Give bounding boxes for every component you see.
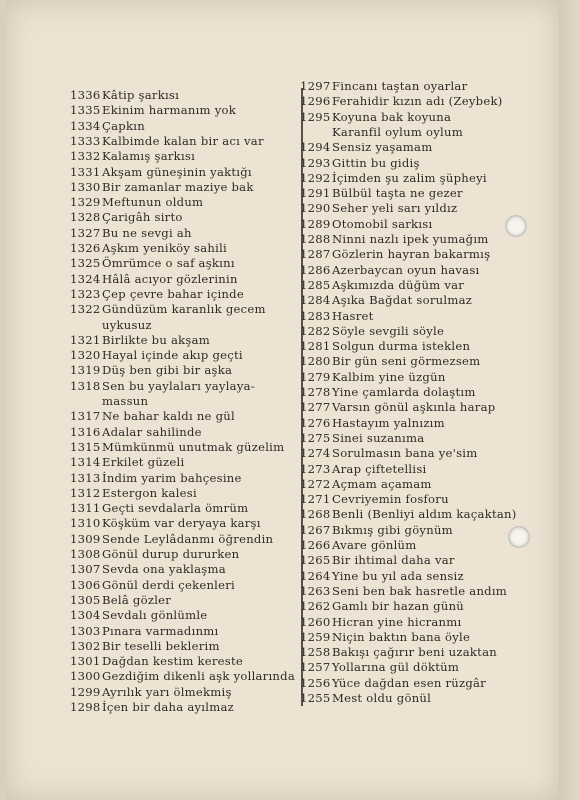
song-title: Mest oldu gönül bbox=[332, 691, 432, 705]
song-number: 1311 bbox=[70, 501, 101, 516]
song-number: 1313 bbox=[70, 470, 101, 485]
song-number: 1307 bbox=[70, 562, 101, 577]
song-number: 1303 bbox=[70, 623, 101, 638]
song-title: Köşküm var deryaya karşı bbox=[102, 516, 261, 531]
song-number: 1298 bbox=[70, 700, 101, 714]
song-entry bbox=[300, 630, 470, 644]
song-title: Bir gün seni görmezsem bbox=[332, 354, 481, 369]
song-entry bbox=[70, 669, 295, 683]
song-entry bbox=[70, 333, 210, 347]
song-entry bbox=[300, 462, 427, 476]
song-entry bbox=[70, 624, 219, 638]
song-number: 1296 bbox=[300, 94, 331, 109]
song-entry bbox=[300, 431, 424, 445]
song-entry bbox=[70, 455, 184, 469]
song-entry bbox=[70, 210, 183, 224]
song-number: 1285 bbox=[300, 277, 331, 292]
song-title: Solgun durma isteklen bbox=[332, 339, 471, 354]
song-entry bbox=[300, 278, 464, 292]
song-entry bbox=[70, 471, 242, 485]
song-number: 1297 bbox=[300, 79, 331, 93]
song-title: Hasret bbox=[332, 308, 374, 323]
song-title: Sorulmasın bana ye'sim bbox=[332, 446, 478, 461]
song-number: 1308 bbox=[70, 547, 101, 561]
song-title: Yollarına gül döktüm bbox=[332, 660, 460, 675]
song-title: Sinei suzanıma bbox=[332, 430, 425, 445]
song-title-continuation: Karanfil oylum oylum bbox=[332, 124, 463, 139]
song-entry bbox=[300, 140, 432, 154]
song-title: Ayrılık yarı ölmekmiş bbox=[102, 684, 232, 699]
song-title-continuation: uykusuz bbox=[102, 317, 152, 332]
song-number: 1329 bbox=[70, 195, 101, 210]
song-entry bbox=[300, 477, 432, 491]
song-title: Bir teselli beklerim bbox=[102, 638, 220, 653]
song-number: 1318 bbox=[70, 378, 101, 393]
punch-hole-lower bbox=[508, 526, 530, 548]
song-entry bbox=[70, 608, 207, 622]
song-entry bbox=[300, 553, 455, 567]
song-entry bbox=[300, 201, 457, 215]
song-title: Dağdan kestim kereste bbox=[102, 654, 244, 669]
song-title: Sevda ona yaklaşma bbox=[102, 562, 226, 577]
song-title: Sevdalı gönlümle bbox=[102, 608, 208, 623]
song-entry bbox=[300, 507, 517, 521]
song-entry bbox=[300, 400, 495, 414]
song-title: Adalar sahilinde bbox=[102, 424, 202, 439]
song-number: 1315 bbox=[70, 439, 101, 454]
song-number: 1334 bbox=[70, 118, 101, 133]
song-number: 1314 bbox=[70, 455, 101, 470]
song-title: Ömrümce o saf aşkını bbox=[102, 256, 235, 271]
song-number: 1291 bbox=[300, 186, 331, 201]
song-number: 1281 bbox=[300, 339, 331, 354]
song-number: 1286 bbox=[300, 262, 331, 277]
song-number: 1299 bbox=[70, 684, 101, 699]
song-entry bbox=[70, 302, 266, 316]
song-number: 1257 bbox=[300, 660, 331, 675]
song-entry bbox=[300, 324, 444, 338]
song-title: Gönül durup dururken bbox=[102, 547, 240, 561]
song-title: Yine bu yıl ada sensiz bbox=[332, 568, 464, 583]
song-number: 1293 bbox=[300, 155, 331, 170]
song-number: 1317 bbox=[70, 409, 101, 424]
song-title: Hicran yine hicranmı bbox=[332, 614, 462, 629]
song-entry bbox=[70, 379, 255, 393]
song-number: 1335 bbox=[70, 103, 101, 118]
song-title: Açmam açamam bbox=[332, 476, 432, 491]
song-title: Sende Leylâdanmı öğrendin bbox=[102, 531, 274, 546]
song-number: 1324 bbox=[70, 271, 101, 286]
song-entry bbox=[300, 94, 503, 108]
punch-hole-upper bbox=[505, 215, 527, 237]
song-title: Çep çevre bahar içinde bbox=[102, 286, 244, 301]
song-entry bbox=[70, 195, 203, 209]
song-number: 1325 bbox=[70, 256, 101, 271]
song-number: 1290 bbox=[300, 201, 331, 216]
song-entry bbox=[300, 171, 487, 185]
song-number: 1323 bbox=[70, 286, 101, 301]
song-title: Ninni nazlı ipek yumağım bbox=[332, 232, 489, 246]
song-number: 1310 bbox=[70, 516, 101, 531]
song-title: Hâlâ acıyor gözlerinin bbox=[102, 271, 238, 286]
song-title: Geçti sevdalarla ömrüm bbox=[102, 501, 249, 516]
song-title: Gözlerin hayran bakarmış bbox=[332, 247, 491, 262]
song-entry bbox=[300, 263, 479, 277]
song-entry bbox=[300, 584, 507, 598]
song-entry bbox=[70, 532, 273, 546]
song-number: 1277 bbox=[300, 400, 331, 415]
song-number: 1284 bbox=[300, 293, 331, 308]
song-number: 1295 bbox=[300, 109, 331, 124]
song-entry bbox=[70, 685, 232, 699]
song-title: Azerbaycan oyun havası bbox=[332, 262, 480, 277]
song-number: 1302 bbox=[70, 638, 101, 653]
song-title: Bakışı çağırır beni uzaktan bbox=[332, 645, 497, 660]
song-entry bbox=[70, 516, 261, 530]
song-title: Bülbül taşta ne gezer bbox=[332, 186, 463, 201]
song-title: Varsın gönül aşkınla harap bbox=[332, 400, 496, 415]
song-title: Gamlı bir hazan günü bbox=[332, 599, 464, 614]
song-title: Seni ben bak hasretle andım bbox=[332, 583, 508, 598]
song-number: 1274 bbox=[300, 446, 331, 461]
song-title: Gezdiğim dikenli aşk yollarında bbox=[102, 669, 295, 684]
song-number: 1287 bbox=[300, 247, 331, 262]
song-entry bbox=[70, 272, 238, 286]
song-entry bbox=[70, 562, 226, 576]
song-entry bbox=[300, 232, 489, 246]
song-number: 1306 bbox=[70, 577, 101, 592]
song-number: 1332 bbox=[70, 149, 101, 164]
song-number: 1330 bbox=[70, 179, 101, 194]
song-title: Yüce dağdan esen rüzgâr bbox=[332, 675, 486, 690]
song-title: Niçin baktın bana öyle bbox=[332, 629, 471, 644]
song-number: 1282 bbox=[300, 323, 331, 338]
song-title: Ferahidir kızın adı (Zeybek) bbox=[332, 94, 503, 109]
song-entry bbox=[300, 599, 464, 613]
song-entry bbox=[70, 363, 232, 377]
song-title: Bir ihtimal daha var bbox=[332, 553, 455, 568]
song-number: 1289 bbox=[300, 216, 331, 231]
song-number: 1263 bbox=[300, 583, 331, 598]
song-entry bbox=[70, 409, 235, 423]
song-number: 1305 bbox=[70, 592, 101, 607]
song-number: 1336 bbox=[70, 88, 101, 102]
song-title: Akşam güneşinin yaktığı bbox=[102, 164, 252, 179]
song-number: 1266 bbox=[300, 538, 331, 552]
song-number: 1316 bbox=[70, 424, 101, 439]
song-entry bbox=[70, 440, 284, 454]
song-entry bbox=[300, 293, 472, 307]
song-entry bbox=[300, 691, 431, 705]
song-title: Aşıka Bağdat sorulmaz bbox=[332, 293, 473, 308]
song-title: Ne bahar kaldı ne gül bbox=[102, 409, 235, 424]
song-entry bbox=[300, 660, 459, 674]
song-number: 1304 bbox=[70, 608, 101, 623]
song-title: Gönül derdi çekenleri bbox=[102, 577, 235, 592]
song-number: 1262 bbox=[300, 599, 331, 614]
song-title: Hastayım yalnızım bbox=[332, 415, 445, 430]
song-entry bbox=[70, 241, 227, 255]
song-number: 1271 bbox=[300, 492, 331, 507]
song-number: 1309 bbox=[70, 531, 101, 546]
song-entry bbox=[70, 287, 244, 301]
song-number: 1265 bbox=[300, 553, 331, 568]
song-title: Meftunun oldum bbox=[102, 195, 204, 210]
song-entry bbox=[300, 354, 480, 368]
song-title-continuation: massun bbox=[102, 394, 149, 408]
song-entry bbox=[300, 615, 461, 629]
song-title: Seher yeli sarı yıldız bbox=[332, 201, 458, 216]
song-entry bbox=[300, 446, 478, 460]
song-title: Birlikte bu akşam bbox=[102, 332, 211, 347]
song-title: Kâtip şarkısı bbox=[102, 88, 180, 102]
song-number: 1275 bbox=[300, 430, 331, 445]
song-title: Hayal içinde akıp geçti bbox=[102, 348, 243, 363]
song-title: Avare gönlüm bbox=[332, 538, 417, 552]
song-entry bbox=[70, 639, 220, 653]
song-title: Otomobil sarkısı bbox=[332, 216, 433, 231]
song-title: Gittin bu gidiş bbox=[332, 155, 420, 170]
song-title: Ekinim harmanım yok bbox=[102, 103, 237, 118]
song-title: Estergon kalesi bbox=[102, 485, 197, 500]
song-title: Aşkım yeniköy sahili bbox=[102, 241, 228, 255]
song-entry bbox=[300, 339, 470, 353]
song-entry bbox=[70, 700, 234, 714]
song-entry bbox=[70, 226, 192, 240]
song-entry bbox=[300, 385, 476, 399]
song-entry bbox=[70, 348, 243, 362]
song-title: Belâ gözler bbox=[102, 592, 172, 607]
song-title: İndim yarim bahçesine bbox=[102, 470, 242, 485]
song-entry bbox=[300, 416, 445, 430]
song-number: 1326 bbox=[70, 241, 101, 255]
song-number: 1276 bbox=[300, 415, 331, 430]
song-number: 1267 bbox=[300, 522, 331, 537]
song-number: 1268 bbox=[300, 507, 331, 522]
song-entry bbox=[300, 492, 449, 506]
song-entry bbox=[300, 110, 451, 124]
song-title: Kalamış şarkısı bbox=[102, 149, 196, 164]
song-title: Sensiz yaşamam bbox=[332, 140, 433, 155]
song-number: 1283 bbox=[300, 308, 331, 323]
song-number: 1259 bbox=[300, 629, 331, 644]
song-number: 1278 bbox=[300, 385, 331, 399]
song-title: Kalbimde kalan bir acı var bbox=[102, 133, 264, 148]
song-title: Benli (Benliyi aldım kaçaktan) bbox=[332, 507, 517, 522]
song-title: Fincanı taştan oyarlar bbox=[332, 79, 468, 93]
song-entry bbox=[70, 486, 197, 500]
page-edge bbox=[559, 0, 579, 800]
song-number: 1280 bbox=[300, 354, 331, 369]
song-number: 1258 bbox=[300, 645, 331, 660]
song-number: 1294 bbox=[300, 140, 331, 155]
song-number: 1255 bbox=[300, 691, 331, 705]
song-title: Mümkünmü unutmak güzelim bbox=[102, 439, 285, 454]
song-entry bbox=[70, 547, 239, 561]
song-number: 1288 bbox=[300, 232, 331, 246]
song-entry bbox=[300, 156, 420, 170]
song-number: 1300 bbox=[70, 669, 101, 684]
song-title: Çapkın bbox=[102, 118, 145, 133]
song-entry bbox=[70, 134, 264, 148]
song-entry bbox=[300, 186, 463, 200]
song-title: İçimden şu zalim şüpheyi bbox=[332, 170, 487, 185]
song-entry bbox=[70, 180, 254, 194]
song-entry bbox=[70, 165, 252, 179]
song-number: 1279 bbox=[300, 369, 331, 384]
song-entry bbox=[300, 538, 417, 552]
song-title: Gündüzüm karanlık gecem bbox=[102, 302, 266, 317]
song-entry bbox=[70, 593, 171, 607]
song-title: Koyuna bak koyuna bbox=[332, 109, 452, 124]
song-entry bbox=[300, 217, 432, 231]
song-title: Çarigâh sirto bbox=[102, 210, 183, 225]
song-title: Sen bu yaylaları yaylaya- bbox=[102, 378, 255, 393]
song-number: 1319 bbox=[70, 363, 101, 378]
song-title: Arap çiftetellisi bbox=[332, 461, 427, 476]
song-entry bbox=[300, 569, 464, 583]
song-number: 1312 bbox=[70, 485, 101, 500]
song-title: Kalbim yine üzgün bbox=[332, 369, 446, 384]
song-title: Bu ne sevgi ah bbox=[102, 225, 192, 240]
song-title: Cevriyemin fosforu bbox=[332, 492, 449, 507]
song-entry bbox=[70, 149, 195, 163]
song-entry bbox=[70, 501, 248, 515]
song-number: 1333 bbox=[70, 133, 101, 148]
song-number: 1264 bbox=[300, 568, 331, 583]
song-entry bbox=[70, 578, 235, 592]
song-number: 1321 bbox=[70, 332, 101, 347]
song-entry bbox=[70, 103, 236, 117]
song-title: Aşkımızda düğüm var bbox=[332, 277, 465, 292]
song-title: Söyle sevgili söyle bbox=[332, 323, 445, 338]
song-number: 1292 bbox=[300, 170, 331, 185]
song-entry bbox=[300, 79, 467, 93]
song-number: 1322 bbox=[70, 302, 101, 317]
song-entry bbox=[300, 645, 497, 659]
song-number: 1301 bbox=[70, 654, 101, 669]
song-title: İçen bir daha ayılmaz bbox=[102, 700, 234, 714]
song-entry bbox=[300, 370, 446, 384]
song-title: Düş ben gibi bir aşka bbox=[102, 363, 233, 378]
song-entry bbox=[70, 119, 145, 133]
song-number: 1331 bbox=[70, 164, 101, 179]
song-entry bbox=[70, 256, 235, 270]
song-entry bbox=[70, 88, 179, 102]
song-number: 1260 bbox=[300, 614, 331, 629]
song-number: 1272 bbox=[300, 476, 331, 491]
song-entry bbox=[300, 309, 374, 323]
song-number: 1327 bbox=[70, 225, 101, 240]
song-number: 1320 bbox=[70, 348, 101, 363]
song-title: Bıkmış gibi göynüm bbox=[332, 522, 453, 537]
song-entry bbox=[300, 523, 453, 537]
song-title: Erkilet güzeli bbox=[102, 455, 185, 470]
song-entry bbox=[300, 676, 486, 690]
song-title: Yine çamlarda dolaştım bbox=[332, 385, 476, 399]
song-entry bbox=[300, 247, 490, 261]
song-number: 1273 bbox=[300, 461, 331, 476]
song-entry bbox=[70, 654, 243, 668]
song-title: Pınara varmadınmı bbox=[102, 623, 219, 638]
song-entry bbox=[70, 425, 202, 439]
song-number: 1256 bbox=[300, 675, 331, 690]
song-number: 1328 bbox=[70, 210, 101, 225]
song-title: Bir zamanlar maziye bak bbox=[102, 179, 254, 194]
